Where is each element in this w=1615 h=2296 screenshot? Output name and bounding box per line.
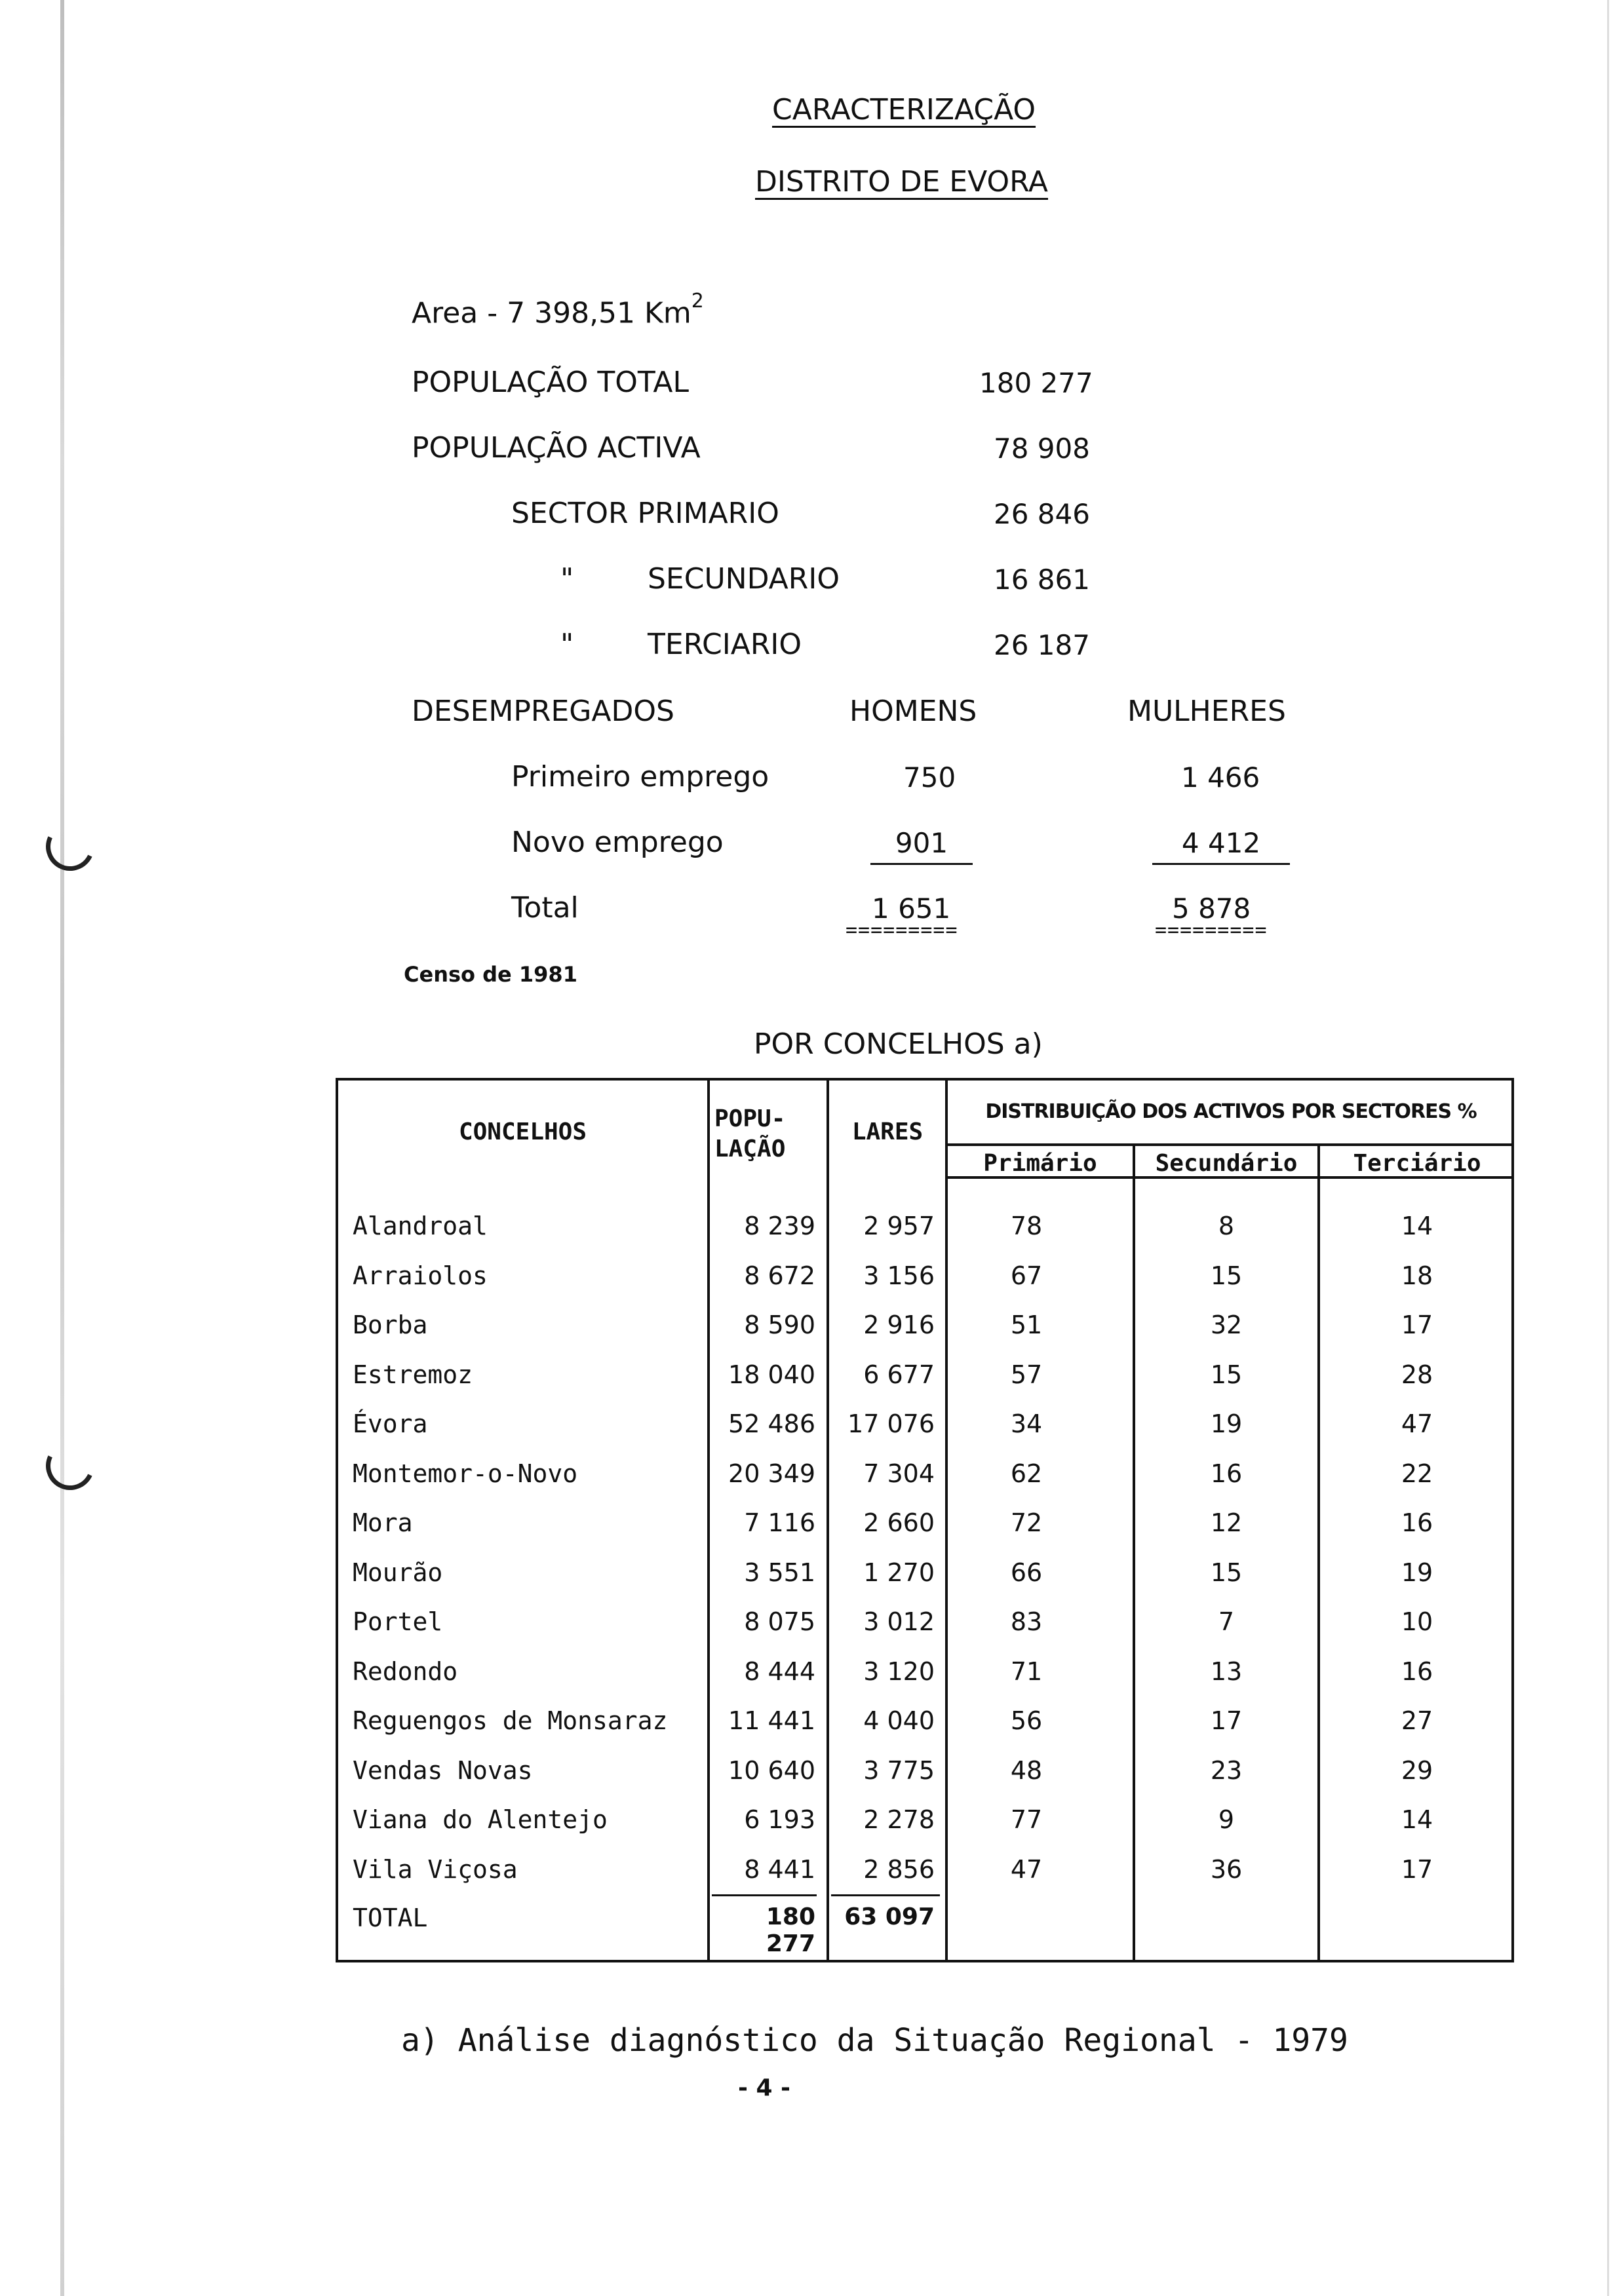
concelho-name: Montemor-o-Novo <box>353 1459 578 1488</box>
total-lares: 63 097 <box>844 1904 935 1930</box>
primario-cell: 72 <box>1010 1508 1043 1537</box>
secundario-cell: 9 <box>1218 1805 1235 1834</box>
table-divider <box>945 1143 1514 1146</box>
header-populacao: LAÇÃO <box>714 1136 786 1162</box>
population-cell: 52 486 <box>728 1409 815 1438</box>
concelho-name: Redondo <box>353 1657 458 1686</box>
summary-label: POPULAÇÃO TOTAL <box>412 366 690 399</box>
area-superscript: 2 <box>691 290 704 313</box>
summary-value: 26 187 <box>994 629 1090 661</box>
concelho-name: Arraiolos <box>353 1261 488 1290</box>
population-cell: 8 075 <box>744 1607 815 1636</box>
primario-cell: 83 <box>1010 1607 1043 1636</box>
secundario-cell: 32 <box>1210 1311 1243 1339</box>
unemployed-women-value: 1 466 <box>1181 761 1260 794</box>
terciario-cell: 17 <box>1401 1855 1433 1884</box>
header-lares: LARES <box>851 1119 924 1145</box>
punch-hole-mark <box>39 816 102 878</box>
unemployed-women-total: 5 878 <box>1172 892 1251 925</box>
header-terciario: Terciário <box>1353 1150 1481 1177</box>
secundario-cell: 17 <box>1210 1706 1243 1735</box>
secundario-cell: 15 <box>1210 1261 1243 1290</box>
lares-cell: 6 677 <box>863 1360 935 1389</box>
concelhos-table <box>336 1078 1514 1962</box>
lares-cell: 3 120 <box>863 1657 935 1686</box>
unemployed-col-women: MULHERES <box>1127 695 1286 728</box>
secundario-cell: 19 <box>1210 1409 1243 1438</box>
total-rule <box>712 1894 817 1896</box>
header-concelhos: CONCELHOS <box>458 1119 587 1145</box>
footnote: a) Análise diagnóstico da Situação Regional - 1979 <box>401 2022 1348 2059</box>
census-note: Censo de 1981 <box>404 962 577 987</box>
concelho-name: Alandroal <box>353 1212 488 1240</box>
primario-cell: 47 <box>1010 1855 1043 1884</box>
district-title: DISTRITO DE EVORA <box>755 165 1049 199</box>
primario-cell: 51 <box>1010 1311 1043 1339</box>
secundario-cell: 13 <box>1210 1657 1243 1686</box>
scan-edge <box>60 0 64 2296</box>
lares-cell: 4 040 <box>863 1706 935 1735</box>
summary-value: 16 861 <box>994 564 1090 596</box>
primario-cell: 62 <box>1010 1459 1043 1488</box>
summary-label: POPULAÇÃO ACTIVA <box>412 431 701 465</box>
terciario-cell: 28 <box>1401 1360 1433 1389</box>
population-cell: 8 441 <box>744 1855 815 1884</box>
population-cell: 6 193 <box>744 1805 815 1834</box>
terciario-cell: 14 <box>1401 1805 1433 1834</box>
total-label: TOTAL <box>353 1904 428 1932</box>
primario-cell: 78 <box>1010 1212 1043 1240</box>
population-cell: 18 040 <box>728 1360 815 1389</box>
terciario-cell: 27 <box>1401 1706 1433 1735</box>
primario-cell: 56 <box>1010 1706 1043 1735</box>
unemployed-row-label: Primeiro emprego <box>511 760 769 794</box>
secundario-cell: 7 <box>1218 1607 1235 1636</box>
terciario-cell: 29 <box>1401 1756 1433 1785</box>
population-cell: 3 551 <box>744 1558 815 1587</box>
unemployed-col-men: HOMENS <box>849 695 977 728</box>
population-cell: 8 239 <box>744 1212 815 1240</box>
summary-label: SECTOR PRIMARIO <box>511 497 779 530</box>
terciario-cell: 47 <box>1401 1409 1433 1438</box>
terciario-cell: 22 <box>1401 1459 1433 1488</box>
area-line <box>412 290 704 330</box>
secundario-cell: 8 <box>1218 1212 1235 1240</box>
double-rule: ========= <box>846 919 958 942</box>
lares-cell: 2 856 <box>863 1855 935 1884</box>
lares-cell: 2 278 <box>863 1805 935 1834</box>
unemployed-row-label: Total <box>511 891 579 925</box>
terciario-cell: 19 <box>1401 1558 1433 1587</box>
table-subtitle: POR CONCELHOS a) <box>754 1027 1043 1061</box>
lares-cell: 2 957 <box>863 1212 935 1240</box>
summary-value: 26 846 <box>994 498 1090 530</box>
lares-cell: 3 775 <box>863 1756 935 1785</box>
population-cell: 7 116 <box>744 1508 815 1537</box>
lares-cell: 2 660 <box>863 1508 935 1537</box>
unemployed-men-value: 750 <box>903 761 956 794</box>
secundario-cell: 36 <box>1210 1855 1243 1884</box>
unemployed-women-value: 4 412 <box>1152 827 1290 865</box>
secundario-cell: 16 <box>1210 1459 1243 1488</box>
terciario-cell: 17 <box>1401 1311 1433 1339</box>
ditto-mark: " <box>560 628 574 661</box>
population-cell: 10 640 <box>728 1756 815 1785</box>
concelho-name: Reguengos de Monsaraz <box>353 1706 668 1735</box>
concelho-name: Mora <box>353 1508 413 1537</box>
secundario-cell: 23 <box>1210 1756 1243 1785</box>
lares-cell: 3 012 <box>863 1607 935 1636</box>
primario-cell: 66 <box>1010 1558 1043 1587</box>
population-cell: 8 672 <box>744 1261 815 1290</box>
lares-cell: 7 304 <box>863 1459 935 1488</box>
summary-label: TERCIARIO <box>648 628 802 661</box>
unemployed-men-total: 1 651 <box>872 892 951 925</box>
primario-cell: 71 <box>1010 1657 1043 1686</box>
unemployed-label: DESEMPREGADOS <box>412 695 674 728</box>
secundario-cell: 15 <box>1210 1360 1243 1389</box>
terciario-cell: 14 <box>1401 1212 1433 1240</box>
terciario-cell: 10 <box>1401 1607 1433 1636</box>
unemployed-men-value: 901 <box>870 827 973 865</box>
header-populacao: POPU- <box>714 1105 786 1132</box>
concelho-name: Portel <box>353 1607 443 1636</box>
terciario-cell: 16 <box>1401 1508 1433 1537</box>
primario-cell: 67 <box>1010 1261 1043 1290</box>
total-rule <box>831 1894 940 1896</box>
table-divider <box>827 1081 829 1960</box>
concelho-name: Mourão <box>353 1558 443 1587</box>
unemployed-row-label: Novo emprego <box>511 826 724 859</box>
primario-cell: 77 <box>1010 1805 1043 1834</box>
area-label: Area - 7 398,51 Km <box>412 296 691 330</box>
lares-cell: 3 156 <box>863 1261 935 1290</box>
primario-cell: 57 <box>1010 1360 1043 1389</box>
primario-cell: 34 <box>1010 1409 1043 1438</box>
summary-value: 78 908 <box>994 432 1090 465</box>
lares-cell: 1 270 <box>863 1558 935 1587</box>
double-rule: ========= <box>1155 919 1268 942</box>
lares-cell: 17 076 <box>847 1409 935 1438</box>
table-divider <box>707 1081 710 1960</box>
primario-cell: 48 <box>1010 1756 1043 1785</box>
population-cell: 11 441 <box>728 1706 815 1735</box>
secundario-cell: 15 <box>1210 1558 1243 1587</box>
secundario-cell: 12 <box>1210 1508 1243 1537</box>
page-title: CARACTERIZAÇÃO <box>772 93 1036 126</box>
terciario-cell: 18 <box>1401 1261 1433 1290</box>
header-distribution: DISTRIBUIÇÃO DOS ACTIVOS POR SECTORES % <box>985 1100 1477 1123</box>
concelho-name: Estremoz <box>353 1360 473 1389</box>
population-cell: 8 590 <box>744 1311 815 1339</box>
ditto-mark: " <box>560 562 574 596</box>
population-cell: 20 349 <box>728 1459 815 1488</box>
punch-hole-mark <box>39 1435 102 1497</box>
header-secundario: Secundário <box>1155 1150 1298 1177</box>
concelho-name: Évora <box>353 1409 428 1438</box>
lares-cell: 2 916 <box>863 1311 935 1339</box>
total-population: 180 277 <box>766 1904 815 1957</box>
terciario-cell: 16 <box>1401 1657 1433 1686</box>
page-number: - 4 - <box>738 2075 790 2101</box>
concelho-name: Borba <box>353 1311 428 1339</box>
population-cell: 8 444 <box>744 1657 815 1686</box>
concelho-name: Viana do Alentejo <box>353 1805 608 1834</box>
concelho-name: Vendas Novas <box>353 1756 533 1785</box>
header-primario: Primário <box>983 1150 1097 1177</box>
summary-value: 180 277 <box>979 367 1093 399</box>
summary-label: SECUNDARIO <box>648 562 840 596</box>
scan-edge-right <box>1607 0 1609 2296</box>
concelho-name: Vila Viçosa <box>353 1855 518 1884</box>
